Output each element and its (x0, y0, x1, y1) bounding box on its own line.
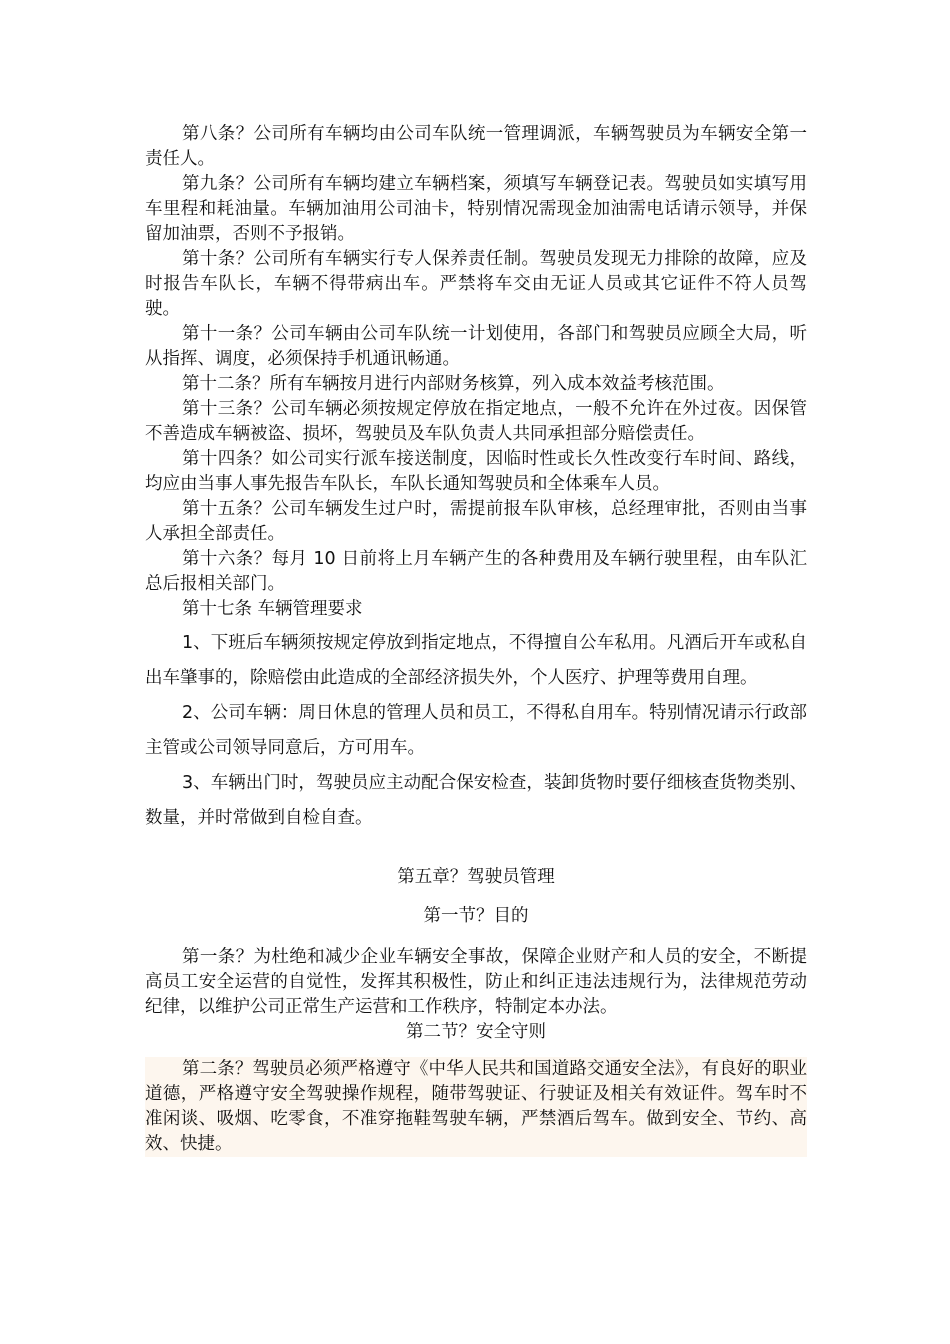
article-14: 第十四条？如公司实行派车接送制度，因临时性或长久性改变行车时间、路线，均应由当事人事先报告车队长，车队长通知驾驶员和全体乘车人员。 (145, 449, 807, 494)
article-17-title: 第十七条 车辆管理要求 (182, 599, 363, 619)
section-1-heading: 第一节？目的 (423, 906, 529, 926)
article-12: 第十二条？所有车辆按月进行内部财务核算，列入成本效益考核范围。 (182, 374, 725, 394)
chapter-5-article-1: 第一条？为杜绝和减少企业车辆安全事故，保障企业财产和人员的安全，不断提高员工安全运营的自觉性，发挥其积极性，防止和纠正违法违规行为，法律规范劳动纪律，以维护公司正常生产运营和工作秩序，特制定本办法。 (145, 947, 807, 1017)
chapter-5-heading: 第五章？驾驶员管理 (397, 867, 555, 887)
document-body (145, 122, 807, 1157)
article-2-highlight-block (145, 1057, 807, 1157)
article-10: 第十条？公司所有车辆实行专人保养责任制。驾驶员发现无力排除的故障，应及时报告车队长，车辆不得带病出车。严禁将车交由无证人员或其它证件不符人员驾驶。 (145, 249, 807, 319)
section-2-heading: 第二节？安全守则 (406, 1022, 546, 1042)
article-11: 第十一条？公司车辆由公司车队统一计划使用，各部门和驾驶员应顾全大局，听从指挥、调度，必须保持手机通讯畅通。 (145, 324, 807, 369)
article-8: 第八条？公司所有车辆均由公司车队统一管理调派，车辆驾驶员为车辆安全第一责任人。 (145, 124, 807, 169)
article-9: 第九条？公司所有车辆均建立车辆档案，须填写车辆登记表。驾驶员如实填写用车里程和耗油量。车辆加油用公司油卡，特别情况需现金加油需电话请示领导，并保留加油票，否则不予报销。 (145, 174, 807, 244)
requirement-3: 3、车辆出门时，驾驶员应主动配合保安检查，装卸货物时要仔细核查货物类别、数量，并时常做到自检自查。 (145, 773, 807, 828)
article-13: 第十三条？公司车辆必须按规定停放在指定地点，一般不允许在外过夜。因保管不善造成车辆被盗、损坏，驾驶员及车队负责人共同承担部分赔偿责任。 (145, 399, 807, 444)
article-15: 第十五条？公司车辆发生过户时，需提前报车队审核，总经理审批，否则由当事人承担全部责任。 (145, 499, 807, 544)
article-16: 第十六条？每月 10 日前将上月车辆产生的各种费用及车辆行驶里程，由车队汇总后报相关部门。 (145, 549, 807, 594)
requirement-1: 1、下班后车辆须按规定停放到指定地点，不得擅自公车私用。凡酒后开车或私自出车肇事的，除赔偿由此造成的全部经济损失外，个人医疗、护理等费用自理。 (145, 633, 807, 688)
chapter-5-article-2: 第二条？驾驶员必须严格遵守《中华人民共和国道路交通安全法》，有良好的职业道德，严格遵守安全驾驶操作规程，随带驾驶证、行驶证及相关有效证件。驾车时不准闲谈、吸烟、吃零食，不准穿拖鞋驾驶车辆，严禁酒后驾车。做到安全、节约、高效、快捷。 (145, 1059, 807, 1154)
requirement-2: 2、公司车辆：周日休息的管理人员和员工，不得私自用车。特别情况请示行政部主管或公司领导同意后，方可用车。 (145, 703, 807, 758)
